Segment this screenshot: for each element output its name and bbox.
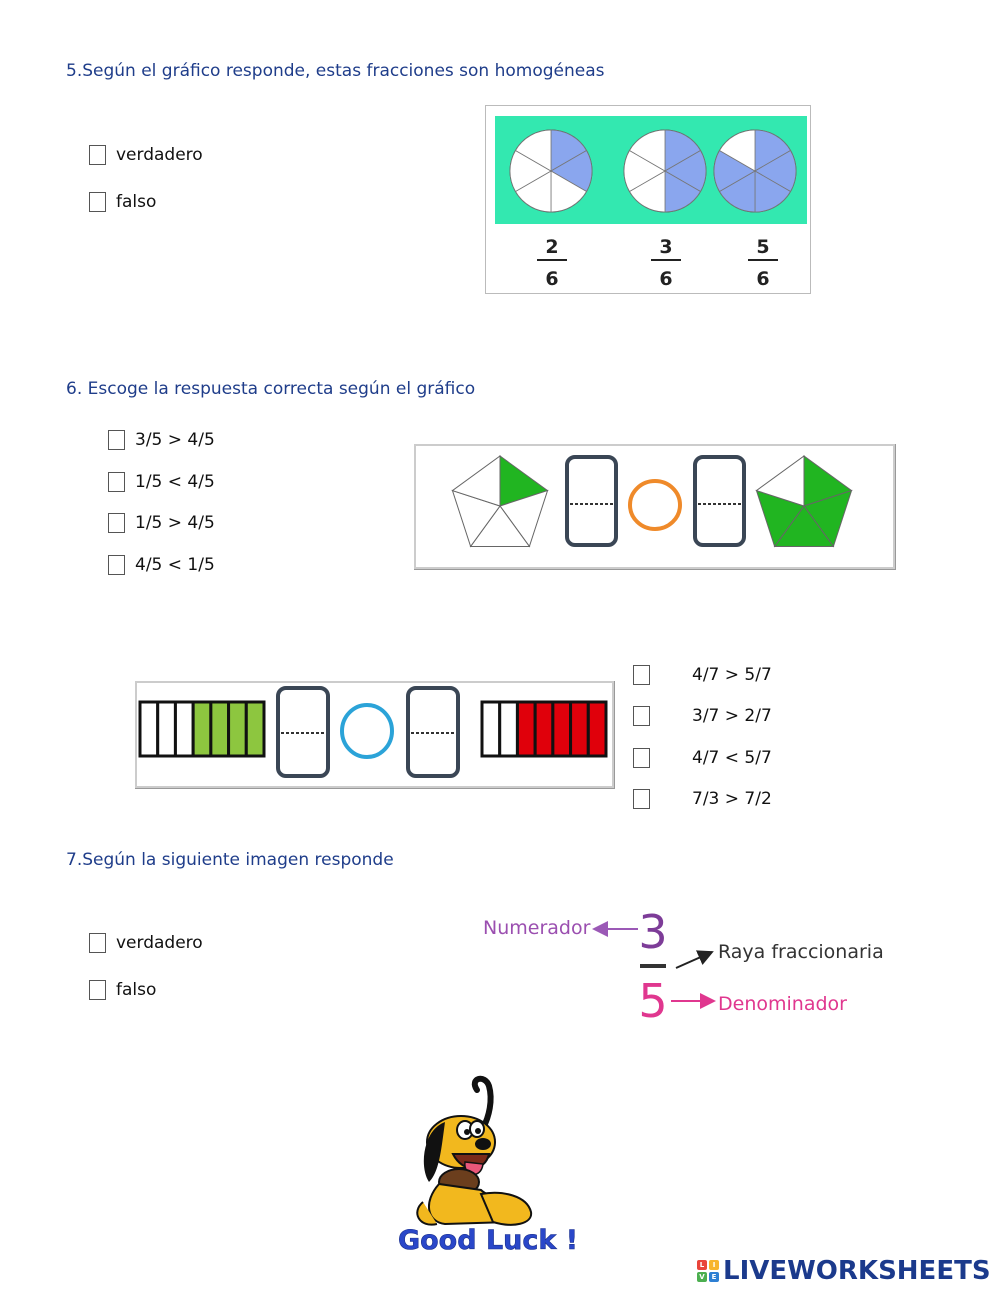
q6b-right-bar: [482, 702, 606, 756]
q5-option-label: verdadero: [116, 145, 203, 165]
bar-cell: [535, 702, 553, 756]
q5-option-falso[interactable]: [89, 192, 156, 212]
good-luck-dog-illustration: [393, 1072, 583, 1262]
q5-option-label: falso: [116, 192, 157, 212]
q6a-option-label: 3/5 > 4/5: [135, 430, 215, 450]
bar-cell: [246, 702, 264, 756]
q7-option-label: verdadero: [116, 933, 203, 953]
bar-cell: [229, 702, 247, 756]
q6b-option-2[interactable]: [633, 706, 772, 726]
q6a-figure: [414, 444, 896, 570]
liveworksheets-logo-icon: [697, 1260, 719, 1282]
q6a-option-1[interactable]: [108, 430, 215, 450]
q5-option-verdadero[interactable]: [89, 145, 203, 165]
q6a-checkbox-3[interactable]: [108, 513, 125, 533]
q6a-option-label: 1/5 > 4/5: [135, 513, 215, 533]
q7-title: 7.Según la siguiente imagen responde: [66, 850, 394, 870]
bar-cell: [158, 702, 176, 756]
q6b-checkbox-4[interactable]: [633, 789, 650, 809]
q6a-answer-box-left[interactable]: [567, 457, 616, 545]
q6b-checkbox-1[interactable]: [633, 665, 650, 685]
q6a-option-label: 4/5 < 1/5: [135, 555, 215, 575]
q6b-figure: [135, 681, 615, 789]
q6a-checkbox-2[interactable]: [108, 472, 125, 492]
logo-letter: I: [709, 1260, 719, 1270]
q6b-option-1[interactable]: [633, 665, 772, 685]
bar-cell: [571, 702, 589, 756]
q5-checkbox-verdadero[interactable]: [89, 145, 106, 165]
q6b-option-4[interactable]: [633, 789, 772, 809]
q7-fraction-diagram: [478, 900, 903, 1030]
q6b-option-label: 4/7 > 5/7: [692, 665, 772, 685]
q6a-checkbox-1[interactable]: [108, 430, 125, 450]
q6a-option-3[interactable]: [108, 513, 215, 533]
q7-option-label: falso: [116, 980, 157, 1000]
q6b-option-3[interactable]: [633, 748, 772, 768]
q6b-option-label: 4/7 < 5/7: [692, 748, 772, 768]
q7-option-falso[interactable]: [89, 980, 156, 1000]
denominator-label: Denominador: [718, 993, 847, 1015]
q6a-option-2[interactable]: [108, 472, 215, 492]
bar-cell: [175, 702, 193, 756]
q5-title: 5.Según el gráfico responde, estas fracciones son homogéneas: [66, 61, 605, 81]
numerator-digit: 3: [638, 905, 668, 959]
bar-cell: [517, 702, 535, 756]
liveworksheets-brand: [697, 1256, 991, 1286]
brand-name: LIVEWORKSHEETS: [723, 1256, 991, 1286]
q6b-option-label: 7/3 > 7/2: [692, 789, 772, 809]
q5-denominator: 6: [756, 268, 770, 290]
bar-cell: [588, 702, 606, 756]
numerator-label: Numerador: [483, 917, 591, 939]
q6a-option-4[interactable]: [108, 555, 215, 575]
bar-cell: [140, 702, 158, 756]
logo-letter: V: [697, 1272, 707, 1282]
q6b-checkbox-2[interactable]: [633, 706, 650, 726]
denominator-digit: 5: [638, 974, 668, 1028]
q6-title: 6. Escoge la respuesta correcta según el gráfico: [66, 379, 476, 399]
q6b-checkbox-3[interactable]: [633, 748, 650, 768]
bar-cell: [482, 702, 500, 756]
q6a-checkbox-4[interactable]: [108, 555, 125, 575]
q7-option-verdadero[interactable]: [89, 933, 203, 953]
q5-denominator: 6: [545, 268, 559, 290]
q5-checkbox-falso[interactable]: [89, 192, 106, 212]
good-luck-text: Good Luck !: [397, 1225, 579, 1256]
q5-numerator: 3: [659, 236, 673, 258]
bar-cell: [193, 702, 211, 756]
q6a-option-label: 1/5 < 4/5: [135, 472, 215, 492]
q6b-left-bar: [140, 702, 264, 756]
q5-fraction-figure: [485, 105, 811, 294]
q6a-answer-box-right[interactable]: [695, 457, 744, 545]
bar-cell: [553, 702, 571, 756]
q5-numerator: 2: [545, 236, 559, 258]
logo-letter: L: [697, 1260, 707, 1270]
q5-circles: [510, 130, 796, 212]
fraction-line-label: Raya fraccionaria: [718, 941, 884, 963]
q7-checkbox-verdadero[interactable]: [89, 933, 106, 953]
bar-cell: [211, 702, 229, 756]
q5-numerator: 5: [756, 236, 770, 258]
q7-checkbox-falso[interactable]: [89, 980, 106, 1000]
q6b-option-label: 3/7 > 2/7: [692, 706, 772, 726]
fraction-line-arrow: [676, 952, 712, 968]
bar-cell: [500, 702, 518, 756]
q5-denominator: 6: [659, 268, 673, 290]
logo-letter: E: [709, 1272, 719, 1282]
